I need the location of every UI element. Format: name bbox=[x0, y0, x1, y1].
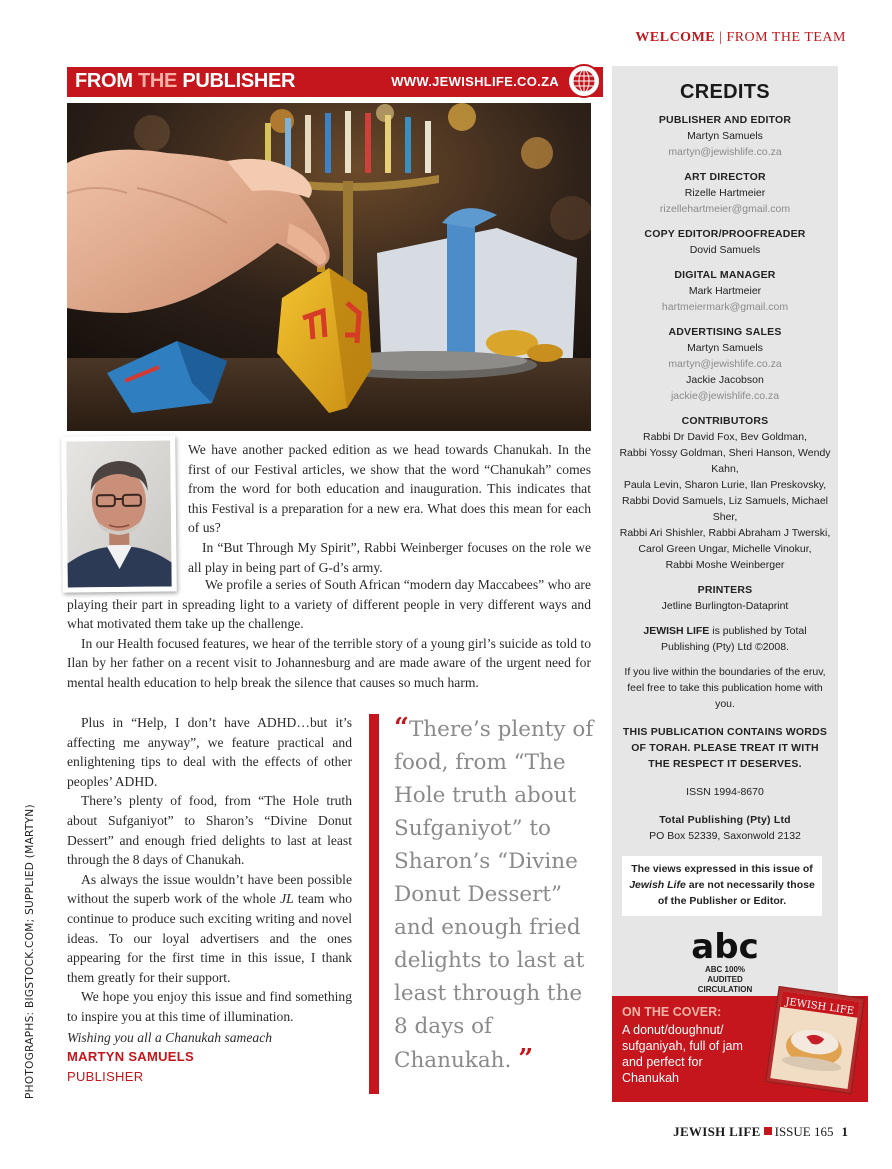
author-role: PUBLISHER bbox=[67, 1068, 144, 1084]
cover-heading: ON THE COVER: bbox=[622, 1005, 722, 1019]
credit-block: PRINTERS Jetline Burlington-Dataprint bbox=[661, 584, 789, 612]
credit-block: ART DIRECTOR Rizelle Hartmeier rizellehartmeier@gmail.com bbox=[612, 169, 838, 217]
credit-block: COPY EDITOR/PROOFREADER Dovid Samuels bbox=[644, 228, 806, 256]
article-paragraph: In our Health focused features, we hear of the terrible story of a young girl’s suicide as told to Ilan by her father on a recent visit to Johannesburg and are made aware of the urgent need for mental health education to help break the silence that causes so much harm. bbox=[67, 635, 591, 690]
abc-audit-badge: abc ABC 100% AUDITED CIRCULATION bbox=[691, 928, 759, 994]
publisher-banner bbox=[67, 67, 603, 97]
dreidel-photo bbox=[67, 103, 591, 431]
banner-title: FROM THE PUBLISHER bbox=[75, 70, 296, 92]
section-header bbox=[635, 30, 846, 46]
credit-block: CONTRIBUTORS Rabbi Dr David Fox, Bev Goldman, Rabbi Yossy Goldman, Sheri Hanson, Wendy Kahn, Paula Levin, Sharon Lurie, Ilan Preskovsky, Rabbi Dovid Samuels, Liz Samuels, Michael Sher, Rabbi Ari Shishler, Rabbi Abraham J Twerski, Carol Green Ungar, Michelle Vinokur, Rabbi Moshe Weinberger bbox=[619, 415, 831, 571]
pull-quote-text: “There’s plenty of food, from “The Hole truth about Sufganiyot” to Sharon’s “Divine Donut Dessert” and enough fried delights to last at least through the 8 days of Chanukah. ” bbox=[394, 713, 594, 1074]
open-quote-icon: “ bbox=[394, 713, 409, 743]
views-disclaimer: The views expressed in this issue of Jewish Life are not necessarily those of the Publisher or Editor. bbox=[622, 856, 822, 916]
credit-block: DIGITAL MANAGER Mark Hartmeier hartmeiermark@gmail.com bbox=[612, 267, 838, 315]
article-intro bbox=[188, 440, 591, 577]
issn: ISSN 1994-8670 bbox=[686, 786, 764, 798]
article-paragraph: We hope you enjoy this issue and find something to inspire you at this time of illumination. bbox=[67, 989, 352, 1024]
author-name: MARTYN SAMUELS bbox=[67, 1049, 194, 1065]
on-the-cover bbox=[612, 996, 868, 1102]
footer-square-icon bbox=[764, 1127, 772, 1135]
pull-quote bbox=[368, 712, 594, 1102]
article-body-full bbox=[67, 575, 591, 693]
article-paragraph: We profile a series of South African “modern day Maccabees” who are playing their part in spreading light to a variety of different people in very different ways and what motivated them take up the challenge. bbox=[67, 577, 591, 632]
website-link[interactable]: WWW.JEWISHLIFE.CO.ZA bbox=[391, 74, 559, 89]
svg-text:abc: abc bbox=[691, 928, 759, 962]
article-paragraph: We have another packed edition as we head towards Chanukah. In the first of our Festival articles, we show that the word “Chanukah” comes from the word for both education and inauguration. This indicates that this Festival is a preparation for a new era. What does this mean for each of us? bbox=[188, 442, 591, 536]
publisher-notice: JEWISH LIFE is published by Total Publishing (Pty) Ltd ©2008. bbox=[643, 625, 807, 653]
email-link[interactable]: hartmeiermark@gmail.com bbox=[661, 301, 789, 313]
email-link[interactable]: martyn@jewishlife.co.za bbox=[668, 146, 782, 158]
article-paragraph: In “But Through My Spirit”, Rabbi Weinberger focuses on the role we all play in being part of G-d’s army. bbox=[188, 539, 591, 575]
page-footer bbox=[673, 1124, 848, 1140]
close-quote-icon: ” bbox=[518, 1044, 534, 1074]
section-label: WELCOME bbox=[635, 30, 716, 45]
globe-icon bbox=[567, 64, 601, 98]
eruv-notice: If you live within the boundaries of the eruv, feel free to take this publication home with you. bbox=[624, 666, 826, 710]
email-link[interactable]: jackie@jewishlife.co.za bbox=[670, 390, 780, 402]
subsection-label: FROM THE TEAM bbox=[726, 30, 846, 45]
abc-logo-icon bbox=[691, 928, 759, 962]
sign-off: Wishing you all a Chanukah sameach bbox=[67, 1029, 273, 1045]
magazine-name: JEWISH LIFE bbox=[673, 1124, 761, 1139]
article-paragraph: Plus in “Help, I don’t have ADHD…but it’s affecting me anyway”, we feature practical and enlightening tips to deal with the effects of other peoples’ ADHD. bbox=[67, 715, 352, 789]
page-number: 1 bbox=[841, 1124, 848, 1139]
company-address: Total Publishing (Pty) Ltd PO Box 52339, Saxonwold 2132 bbox=[649, 814, 801, 842]
pull-quote-bar bbox=[369, 714, 379, 1094]
credit-block: PUBLISHER AND EDITOR Martyn Samuels martyn@jewishlife.co.za bbox=[612, 112, 838, 160]
cover-caption: A donut/doughnut/ sufganiyah, full of jam and perfect for Chanukah bbox=[622, 1023, 743, 1085]
svg-text:JEWISH LIFE: JEWISH LIFE bbox=[784, 996, 855, 1018]
credit-block: ADVERTISING SALES Martyn Samuels martyn@jewishlife.co.za Jackie Jacobson jackie@jewishlife.co.za bbox=[612, 324, 838, 404]
article-paragraph: As always the issue wouldn’t have been possible without the superb work of the whole JL team who continue to produce such exciting writing and novel ideas. To our loyal advertisers and the ones appearing for the first time in this issue, I thank them greatly for their support. bbox=[67, 871, 352, 985]
email-link[interactable]: rizellehartmeier@gmail.com bbox=[659, 203, 791, 215]
article-body-left bbox=[67, 713, 352, 1086]
credits-list bbox=[612, 112, 838, 844]
issue-number: ISSUE 165 bbox=[774, 1124, 834, 1139]
credits-title: CREDITS bbox=[680, 81, 770, 103]
magazine-cover-thumbnail bbox=[762, 986, 868, 1094]
torah-notice: THIS PUBLICATION CONTAINS WORDS OF TORAH. PLEASE TREAT IT WITH THE RESPECT IT DESERVES. bbox=[622, 726, 828, 770]
article-paragraph: There’s plenty of food, from “The Hole truth about Sufganiyot” to Sharon’s “Divine Donut Dessert” and enough fried delights to last at least through the 8 days of Chanukah. bbox=[67, 793, 352, 868]
email-link[interactable]: martyn@jewishlife.co.za bbox=[668, 358, 782, 370]
section-separator: | bbox=[719, 30, 723, 45]
photo-credit: PHOTOGRAPHS: BIGSTOCK.COM; SUPPLIED (MARTYN) bbox=[24, 804, 36, 1099]
publisher-portrait bbox=[61, 435, 177, 592]
